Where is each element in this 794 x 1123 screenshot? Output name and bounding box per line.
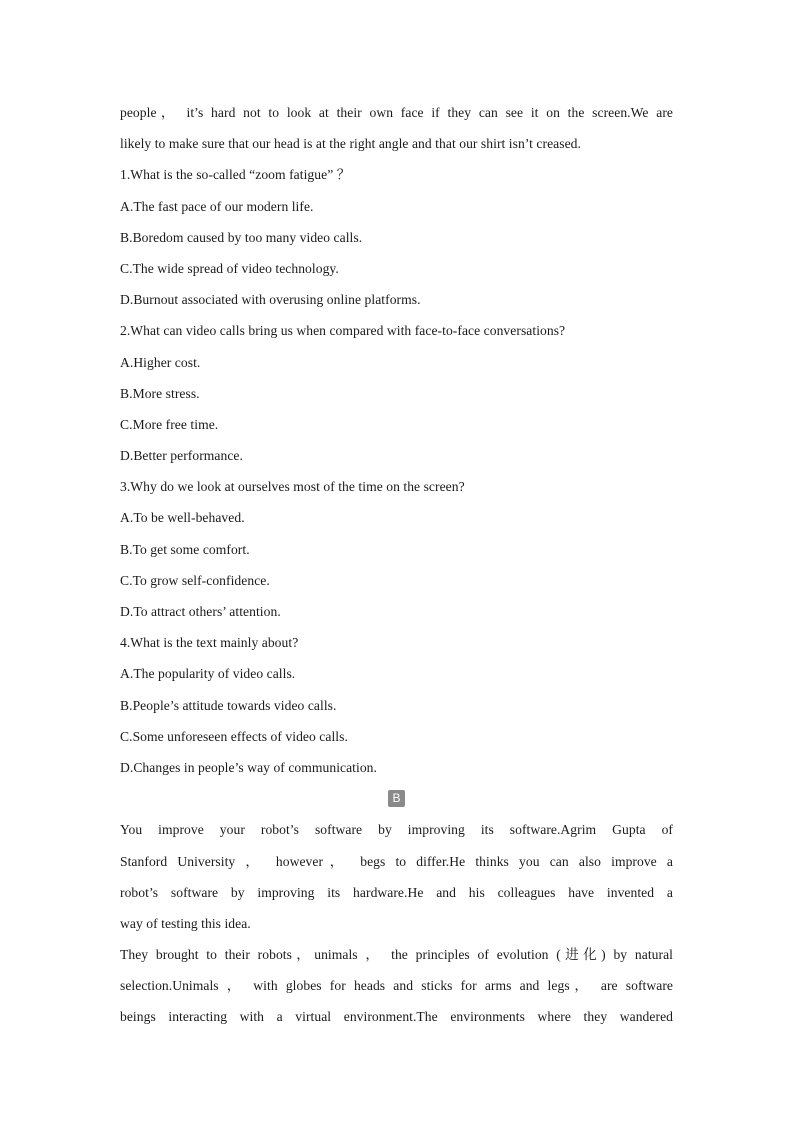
question-3 — [120, 471, 673, 627]
question-stem: 1.What is the so-called “zoom fatigue” ？ — [120, 167, 351, 183]
question-4 — [120, 627, 673, 783]
option-a: A.Higher cost. — [120, 354, 201, 370]
option-b: B.To get some comfort. — [120, 541, 250, 557]
option-b: B.Boredom caused by too many video calls. — [120, 229, 363, 245]
option-c: C.Some unforeseen effects of video calls. — [120, 728, 348, 744]
option-a: A.To be well-behaved. — [120, 510, 245, 526]
passage-text-line: beings interacting with a virtual environment.The environments where they wandered — [120, 1009, 673, 1025]
question-2 — [120, 315, 673, 471]
option-d: D.Burnout associated with overusing online platforms. — [120, 292, 421, 308]
option-a: A.The fast pace of our modern life. — [120, 198, 314, 214]
option-b: B.More stress. — [120, 385, 200, 401]
section-b-marker — [120, 783, 673, 814]
option-c: C.To grow self-confidence. — [120, 572, 270, 588]
section-b-paragraph-2 — [120, 939, 673, 1033]
question-1 — [120, 159, 673, 315]
option-b: B.People’s attitude towards video calls. — [120, 697, 337, 713]
passage-text-line: way of testing this idea. — [120, 915, 251, 931]
passage-text-line: You improve your robot’s software by improving its software.Agrim Gupta of — [120, 822, 673, 838]
passage-text-line: robot’s software by improving its hardware.He and his colleagues have invented a — [120, 884, 673, 900]
option-d: D.Better performance. — [120, 448, 243, 464]
document-page — [120, 97, 673, 1033]
section-badge: B — [388, 790, 405, 807]
section-b-paragraph-1 — [120, 814, 673, 939]
passage-text-line: Stanford University ， however， begs to differ.He thinks you can also improve a — [120, 853, 673, 869]
option-c: C.The wide spread of video technology. — [120, 260, 339, 276]
option-d: D.To attract others’ attention. — [120, 604, 281, 619]
question-stem: 2.What can video calls bring us when compared with face-to-face conversations? — [120, 323, 566, 339]
question-stem: 3.Why do we look at ourselves most of the time on the screen? — [120, 479, 465, 495]
passage-text-line: selection.Unimals ， with globes for heads and sticks for arms and legs， are software — [120, 978, 673, 994]
passage-text-line: They brought to their robots，unimals ， the principles of evolution (进化) by natural — [120, 947, 673, 963]
passage-text-line: people， it’s hard not to look at their own face if they can see it on the screen.We are — [120, 105, 673, 120]
option-a: A.The popularity of video calls. — [120, 666, 296, 682]
option-d: D.Changes in people’s way of communication. — [120, 759, 377, 775]
question-stem: 4.What is the text mainly about? — [120, 635, 299, 651]
option-c: C.More free time. — [120, 416, 219, 432]
passage-text-line: likely to make sure that our head is at the right angle and that our shirt isn’t creased. — [120, 136, 581, 152]
